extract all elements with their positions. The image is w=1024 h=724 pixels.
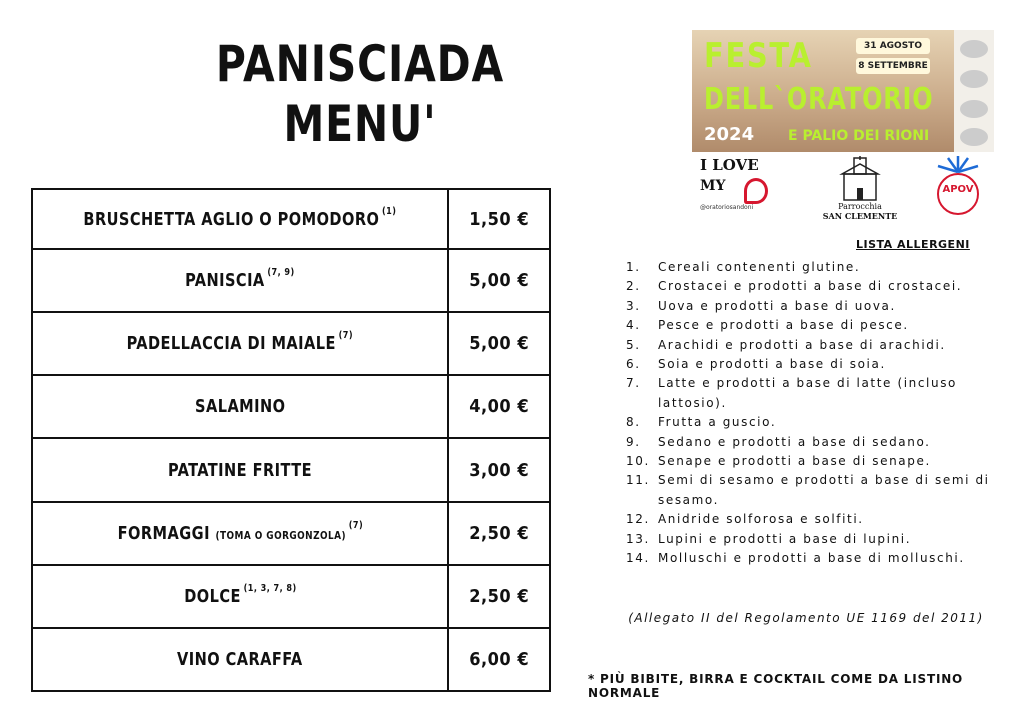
allergen-text: Anidride solforosa e solfiti.	[658, 512, 864, 527]
allergen-item	[626, 510, 996, 529]
menu-item-name: FORMAGGI	[117, 522, 210, 544]
allergen-number: 7.	[626, 376, 641, 391]
menu-item-price: 5,00 €	[448, 249, 550, 312]
menu-row	[32, 189, 550, 249]
apov-logo	[930, 156, 986, 216]
menu-item-price: 4,00 €	[448, 375, 550, 438]
menu-item-name: DOLCE	[183, 585, 241, 607]
menu-item	[32, 189, 448, 249]
allergen-item	[626, 374, 996, 413]
allergen-item	[626, 433, 996, 452]
church-icon	[830, 156, 890, 202]
allergen-text: Cereali contenenti glutine.	[658, 260, 861, 274]
menu-item	[32, 312, 448, 375]
allergen-number: 11.	[626, 473, 650, 488]
menu-row	[32, 312, 550, 375]
allergen-text: Latte e prodotti a base di latte (incluso lattosio).	[658, 376, 957, 410]
allergen-number: 3.	[626, 298, 641, 313]
menu-item-name: PATATINE FRITTE	[168, 459, 313, 481]
banner-date-start: 31 AGOSTO	[856, 38, 930, 54]
menu-item-name: VINO CARAFFA	[177, 648, 303, 670]
allergen-item	[626, 471, 996, 510]
menu-item-allergens: (1)	[382, 205, 397, 217]
menu-item-price: 5,00 €	[448, 312, 550, 375]
allergen-number: 6.	[626, 357, 641, 372]
menu-item	[32, 375, 448, 438]
allergen-text: Molluschi e prodotti a base di molluschi.	[658, 551, 965, 566]
allergen-number: 13.	[626, 531, 650, 546]
menu-item-allergens: (7)	[338, 330, 354, 342]
banner-date-end: 8 SETTEMBRE	[856, 58, 930, 74]
allergen-item	[626, 336, 996, 355]
allergen-item	[626, 452, 996, 471]
allergen-number: 2.	[626, 279, 641, 294]
allergen-text: Frutta a guscio.	[658, 415, 777, 430]
menu-item-name: BRUSCHETTA AGLIO O POMODORO	[83, 208, 380, 230]
banner-festa: FESTA	[704, 36, 813, 76]
menu-item-price: 2,50 €	[448, 502, 550, 565]
banner-year: 2024	[704, 124, 755, 145]
allergen-item	[626, 316, 996, 335]
banner-subtitle: E PALIO DEI RIONI	[788, 128, 930, 144]
menu-item-price: 2,50 €	[448, 565, 550, 628]
menu-item-price: 3,00 €	[448, 438, 550, 501]
menu-row	[32, 565, 550, 628]
allergen-text: Uova e prodotti a base di uova.	[658, 298, 896, 313]
allergen-text: Lupini e prodotti a base di lupini.	[658, 531, 912, 546]
heart-icon	[744, 178, 768, 204]
menu-item-name: PANISCIA	[185, 270, 265, 292]
title-line-1: PANISCIADA	[215, 35, 505, 93]
allergen-text: Senape e prodotti a base di senape.	[658, 454, 931, 469]
allergen-item	[626, 297, 996, 316]
menu-row	[32, 249, 550, 312]
allergen-number: 9.	[626, 434, 641, 449]
festa-banner	[692, 30, 994, 152]
menu-table	[31, 188, 551, 692]
parrocchia-logo: Parrocchia SAN CLEMENTE	[820, 156, 900, 216]
menu-item	[32, 628, 448, 691]
allergen-item	[626, 277, 996, 296]
menu-row	[32, 375, 550, 438]
allergen-item	[626, 530, 996, 549]
i-love-my-logo: I LOVE MY @oratoriosandoni	[700, 156, 774, 216]
menu-item-allergens: (7)	[348, 519, 363, 531]
allergen-text: Semi di sesamo e prodotti a base di semi di sesamo.	[658, 473, 990, 507]
allergen-item	[626, 258, 996, 277]
allergen-item	[626, 413, 996, 432]
allergen-number: 10.	[626, 454, 650, 469]
menu-row	[32, 628, 550, 691]
menu-item-name: SALAMINO	[194, 396, 286, 418]
allergen-number: 5.	[626, 337, 641, 352]
svg-text:APOV: APOV	[942, 184, 974, 195]
menu-row	[32, 502, 550, 565]
allergen-text: Sedano e prodotti a base di sedano.	[658, 434, 931, 449]
allergen-text: Pesce e prodotti a base di pesce.	[658, 318, 909, 333]
page-title	[196, 34, 524, 154]
regulation-note: (Allegato II del Regolamento UE 1169 del 2011)	[628, 611, 984, 625]
menu-item-price: 6,00 €	[448, 628, 550, 691]
banner-oratorio: DELL`ORATORIO	[704, 82, 934, 117]
footer-note: * PIÙ BIBITE, BIRRA E COCKTAIL COME DA LISTINO NORMALE	[588, 672, 964, 700]
menu-item	[32, 438, 448, 501]
allergen-number: 1.	[626, 260, 641, 274]
allergen-number: 8.	[626, 415, 641, 430]
allergen-list	[626, 258, 996, 569]
sponsor-panel	[954, 30, 994, 152]
menu-item-allergens: (1, 3, 7, 8)	[243, 582, 297, 594]
allergen-item	[626, 355, 996, 374]
title-line-2: MENU'	[283, 95, 437, 153]
allergen-number: 4.	[626, 318, 641, 333]
menu-item	[32, 502, 448, 565]
allergen-number: 14.	[626, 551, 650, 566]
allergen-text: Crostacei e prodotti a base di crostacei.	[658, 279, 963, 294]
allergen-text: Soia e prodotti a base di soia.	[658, 357, 886, 372]
allergen-item	[626, 549, 996, 568]
menu-item-name: PADELLACCIA DI MAIALE	[126, 333, 337, 355]
menu-item-detail: (TOMA O GORGONZOLA)	[215, 528, 346, 542]
menu-item-price: 1,50 €	[448, 189, 550, 249]
menu-item	[32, 565, 448, 628]
allergen-text: Arachidi e prodotti a base di arachidi.	[658, 337, 946, 352]
menu-item	[32, 249, 448, 312]
menu-item-allergens: (7, 9)	[267, 267, 295, 279]
allergen-number: 12.	[626, 512, 650, 527]
menu-row	[32, 438, 550, 501]
allergen-title: LISTA ALLERGENI	[856, 238, 970, 251]
